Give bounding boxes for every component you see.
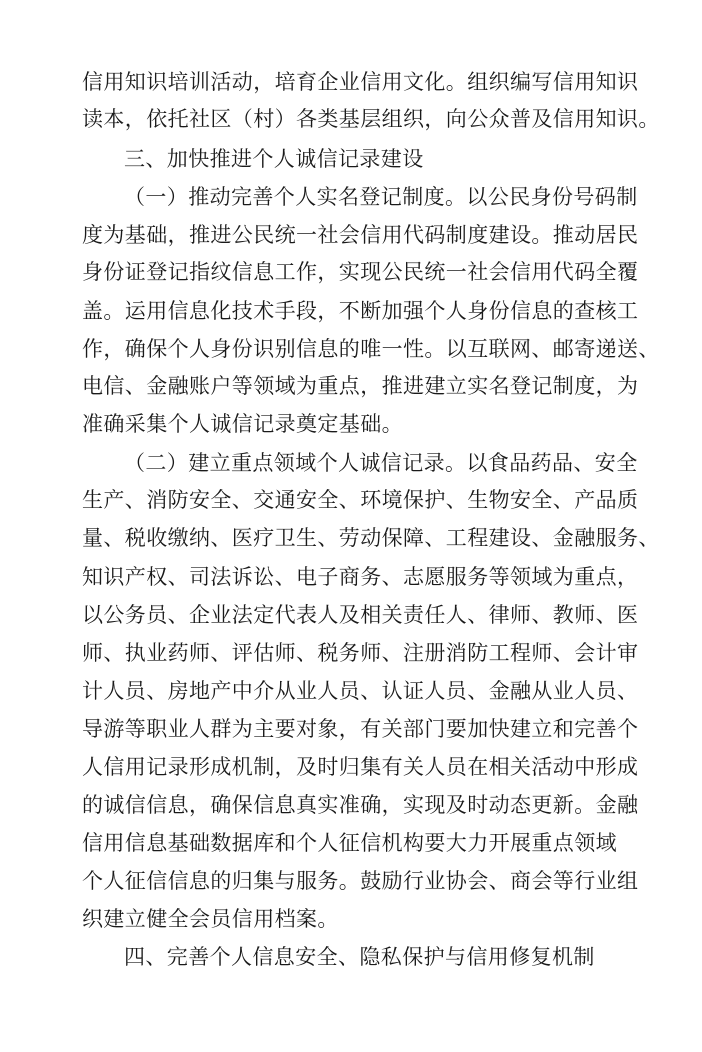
- body-text-line: 身份证登记指纹信息工作，实现公民统一社会信用代码全覆: [82, 260, 639, 284]
- paragraph-first-line: （一）推动完善个人实名登记制度。以公民身份号码制: [124, 185, 638, 209]
- body-text-line: 导游等职业人群为主要对象，有关部门要加快建立和完善个: [82, 717, 639, 741]
- body-text-line: 信用知识培训活动，培育企业信用文化。组织编写信用知识: [82, 70, 639, 94]
- section-heading: 三、加快推进个人诚信记录建设: [124, 147, 424, 171]
- body-text-line: 以公务员、企业法定代表人及相关责任人、律师、教师、医: [82, 603, 639, 627]
- body-text-line: 人信用记录形成机制，及时归集有关人员在相关活动中形成: [82, 755, 639, 779]
- paragraph-first-line: （二）建立重点领域个人诚信记录。以食品药品、安全: [124, 451, 638, 475]
- body-text-line: 的诚信信息，确保信息真实准确，实现及时动态更新。金融: [82, 793, 639, 817]
- body-text-line: 信用信息基础数据库和个人征信机构要大力开展重点领域: [82, 831, 617, 855]
- body-text-line: 作，确保个人身份识别信息的唯一性。以互联网、邮寄递送、: [82, 337, 660, 361]
- body-text-line: 织建立健全会员信用档案。: [82, 907, 339, 931]
- body-text-line: 读本，依托社区（村）各类基层组织，向公众普及信用知识。: [82, 107, 660, 131]
- body-text-line: 盖。运用信息化技术手段，不断加强个人身份信息的查核工: [82, 299, 639, 323]
- section-heading: 四、完善个人信息安全、隐私保护与信用修复机制: [124, 945, 595, 969]
- body-text-line: 生产、消防安全、交通安全、环境保护、生物安全、产品质: [82, 488, 639, 512]
- body-text-line: 个人征信信息的归集与服务。鼓励行业协会、商会等行业组: [82, 869, 639, 893]
- body-text-line: 知识产权、司法诉讼、电子商务、志愿服务等领域为重点，: [82, 565, 639, 589]
- body-text-line: 准确采集个人诚信记录奠定基础。: [82, 412, 403, 436]
- body-text-line: 量、税收缴纳、医疗卫生、劳动保障、工程建设、金融服务、: [82, 526, 660, 550]
- body-text-line: 师、执业药师、评估师、税务师、注册消防工程师、会计审: [82, 641, 639, 665]
- body-text-line: 度为基础，推进公民统一社会信用代码制度建设。推动居民: [82, 223, 639, 247]
- body-text-line: 计人员、房地产中介从业人员、认证人员、金融从业人员、: [82, 679, 639, 703]
- body-text-line: 电信、金融账户等领域为重点，推进建立实名登记制度，为: [82, 374, 639, 398]
